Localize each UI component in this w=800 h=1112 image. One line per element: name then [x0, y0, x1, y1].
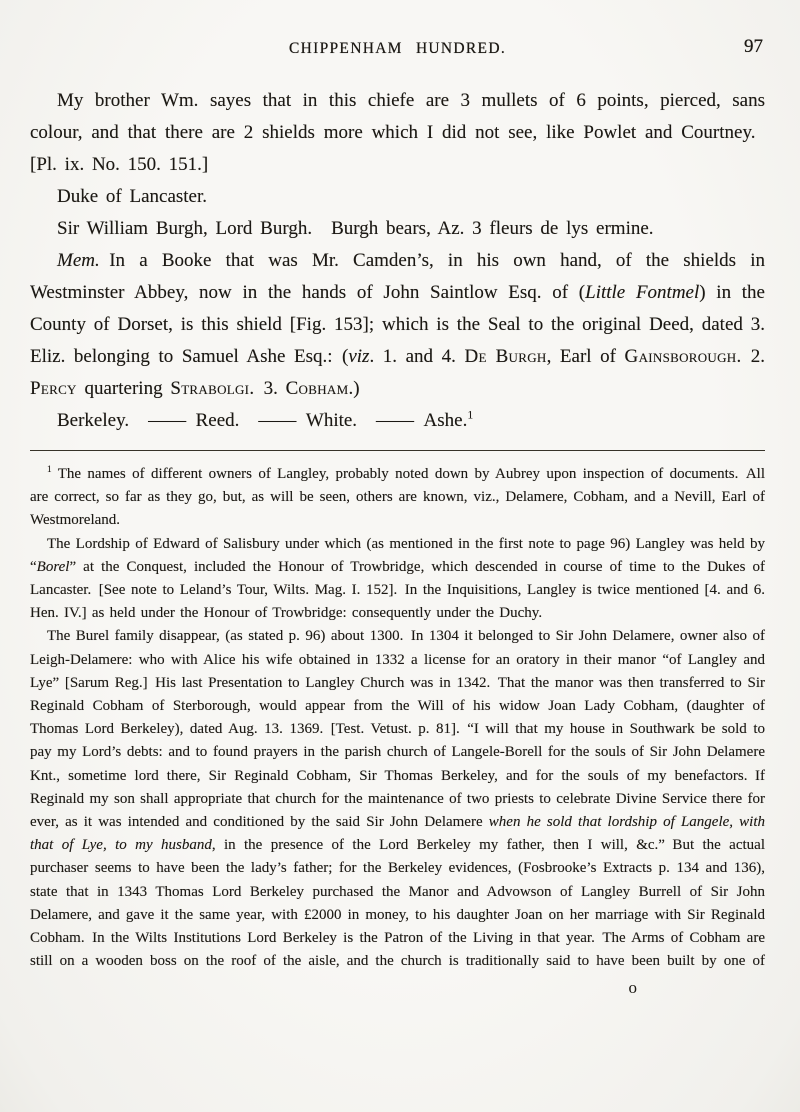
footnotes-block	[30, 463, 765, 973]
page-number: 97	[744, 36, 763, 57]
footnote-rule	[30, 450, 765, 451]
printers-signature-mark: o	[628, 978, 637, 998]
footnote-paragraph-burel-history: The Burel family disappear, (as stated p. 96) about 1300. In 1304 it belonged to Sir John Delamere, owner also of Leigh-Delamere: who with Alice his wife obtained in 1332 a license for an oratory in their manor “of Langley and Lye” [Sarum Reg.] His last Presentation to Langley Church was in 1342. That the manor was then transferred to Sir Reginald Cobham of Sterborough, would appear from the Will of his widow Joan Lady Cobham, (daughter of Thomas Lord Berkeley), dated Aug. 13. 1369. [Test. Vetust. p. 81]. “I will that my house in Southwark be sold to pay my Lord’s debts: and to found prayers in the parish church of Langele-Borell for the souls of Sir John Delamere Knt., sometime lord there, Sir Reginald Cobham, Sir Thomas Berkeley, and for the souls of my benefactors. If Reginald my son shall appropriate that church for the maintenance of two priests to celebrate Divine Service there for ever, as it was intended and conditioned by the said Sir John Delamere when he sold that lordship of Langele, with that of Lye, to my husband, in the presence of the Lord Berkeley my father, then I will, &c.” But the actual purchaser seems to have been the lady’s father; for the Berkeley evidences, (Fosbrooke’s Extracts p. 134 and 136), state that in 1343 Thomas Lord Berkeley purchased the Manor and Advowson of Langley Burrell of Sir John Delamere, and gave it the same year, with £2000 in money, to his daughter Joan on her marriage with Sir Reginald Cobham. In the Wilts Institutions Lord Berkeley is the Patron of the Living in that year. The Arms of Cobham are still on a wooden boss on the roof of the aisle, and the church is traditionally said to have been built by one of	[30, 628, 765, 970]
running-head-title: CHIPPENHAM HUNDRED.	[289, 40, 506, 57]
main-text-block	[30, 85, 765, 437]
footnote-paragraph-lordship: The Lordship of Edward of Salisbury under which (as mentioned in the first note to page 96) Langley was held by “Borel” at the Conquest, included the Honour of Trowbridge, which descended in course of time to the Dukes of Lancaster. [See note to Leland’s Tour, Wilts. Mag. I. 152]. In the Inquisitions, Langley is twice mentioned [4. and 6. Hen. IV.] as held under the Honour of Trowbridge: consequently under the Duchy.	[30, 535, 765, 622]
page-header	[30, 36, 765, 64]
body-paragraph-duke-of-lancaster: Duke of Lancaster.	[57, 186, 208, 207]
body-paragraph-brother-wm: My brother Wm. sayes that in this chiefe are 3 mullets of 6 points, pierced, sans colour, and that there are 2 shields more which I did not see, like Powlet and Courtney. [Pl. ix. No. 150. 151.]	[30, 90, 765, 175]
body-paragraph-owner-names: Berkeley. —— Reed. —— White. —— Ashe.$^1$	[57, 408, 474, 431]
body-paragraph-burgh-arms: Sir William Burgh, Lord Burgh. Burgh bears, Az. 3 fleurs de lys ermine.	[57, 218, 654, 239]
footnote-paragraph-owners: $^1$ The names of different owners of Langley, probably noted down by Aubrey upon inspection of documents. All are correct, so far as they go, but, as will be seen, others are known, viz., Delamere, Cobham, and a Nevill, Earl of Westmoreland.	[30, 465, 765, 529]
body-paragraph-mem-camden: Mem. In a Booke that was Mr. Camden’s, in his own hand, of the shields in Westminster Abbey, now in the hands of John Saintlow Esq. of (Little Fontmel) in the County of Dorset, is this shield [Fig. 153]; which is the Seal to the original Deed, dated 3. Eliz. belonging to Samuel Ashe Esq.: (viz. 1. and 4. De Burgh, Earl of Gainsborough. 2. Percy quartering Strabolgi. 3. Cobham.)	[30, 250, 765, 399]
